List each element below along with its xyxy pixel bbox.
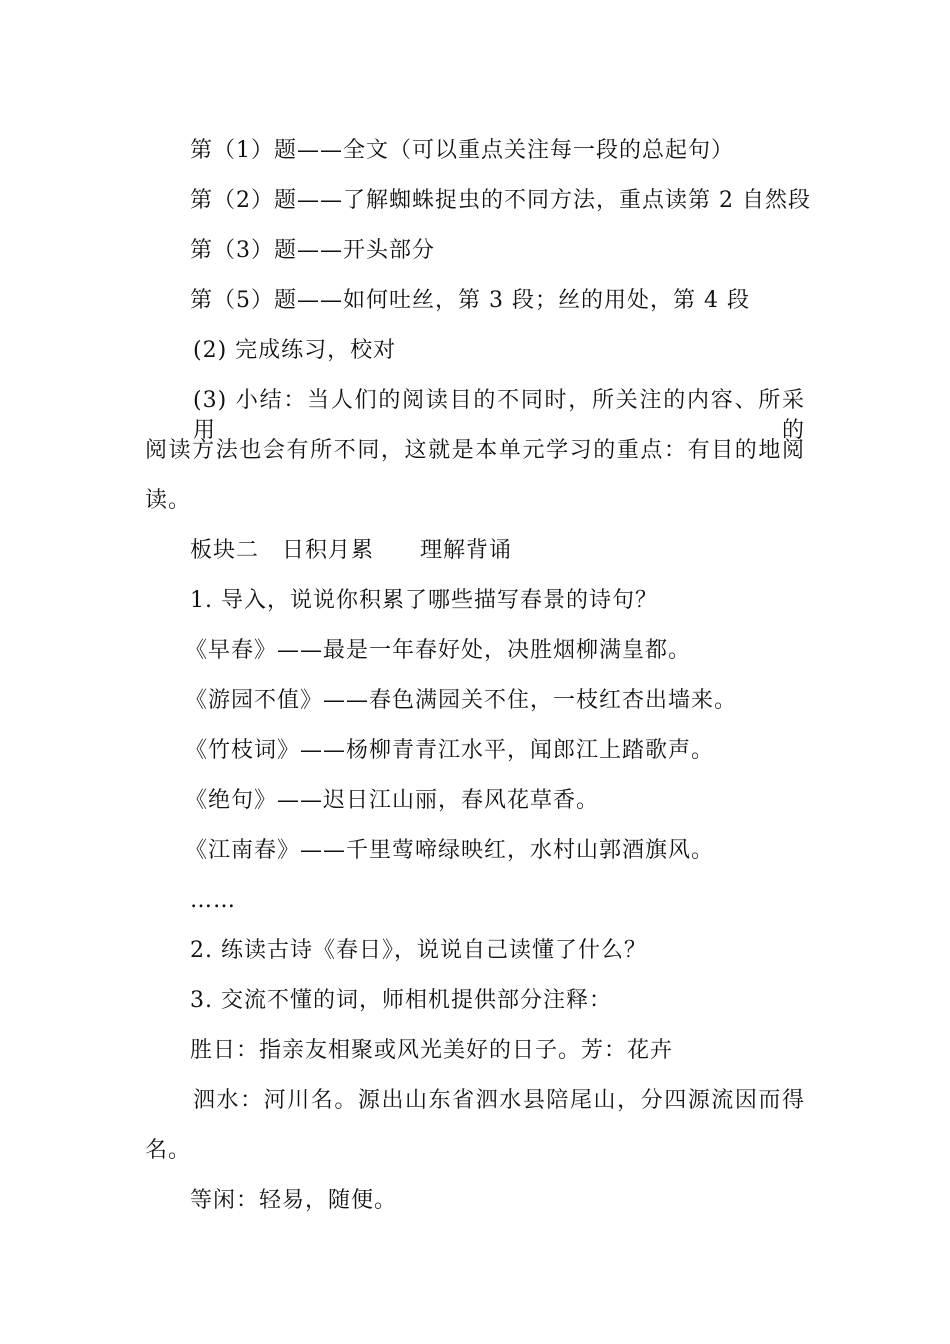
paragraph-line: (3) 小结：当人们的阅读目的不同时，所关注的内容、所采用的 bbox=[193, 388, 805, 443]
paragraph-line: 1. 导入，说说你积累了哪些描写春景的诗句？ bbox=[190, 588, 658, 613]
paragraph-line: 第（1）题——全文（可以重点关注每一段的总起句） bbox=[190, 138, 734, 163]
paragraph-line: 阅读方法也会有所不同，这就是本单元学习的重点：有目的地阅 bbox=[145, 438, 805, 463]
paragraph-line: (2) 完成练习，校对 bbox=[193, 338, 397, 363]
poem-line: 《早春》——最是一年春好处，决胜烟柳满皇都。 bbox=[185, 638, 692, 663]
annotation-line: 胜日：指亲友相聚或风光美好的日子。芳：花卉 bbox=[190, 1038, 674, 1063]
paragraph-line: 第（3）题——开头部分 bbox=[190, 238, 435, 263]
ellipsis-line: …… bbox=[190, 888, 236, 913]
paragraph-line: 第（2）题——了解蜘蛛捉虫的不同方法，重点读第 2 自然段 bbox=[190, 188, 811, 213]
annotation-line: 名。 bbox=[145, 1138, 192, 1163]
poem-line: 《绝句》——迟日江山丽，春风花草香。 bbox=[185, 788, 600, 813]
paragraph-line: 读。 bbox=[145, 488, 192, 513]
section-heading: 板块二 日积月累 理解背诵 bbox=[190, 538, 513, 563]
paragraph-line: 第（5）题——如何吐丝，第 3 段；丝的用处，第 4 段 bbox=[190, 288, 750, 313]
annotation-line: 等闲：轻易，随便。 bbox=[190, 1188, 398, 1213]
paragraph-line: 2. 练读古诗《春日》，说说自己读懂了什么？ bbox=[190, 938, 647, 963]
poem-line: 《游园不值》——春色满园关不住，一枝红杏出墙来。 bbox=[185, 688, 738, 713]
poem-line: 《竹枝词》——杨柳青青江水平，闻郎江上踏歌声。 bbox=[185, 738, 715, 763]
poem-line: 《江南春》——千里莺啼绿映红，水村山郭酒旗风。 bbox=[185, 838, 715, 863]
paragraph-line: 3. 交流不懂的词，师相机提供部分注释： bbox=[190, 988, 612, 1013]
annotation-line: 泗水：河川名。源出山东省泗水县陪尾山，分四源流因而得 bbox=[193, 1088, 805, 1113]
